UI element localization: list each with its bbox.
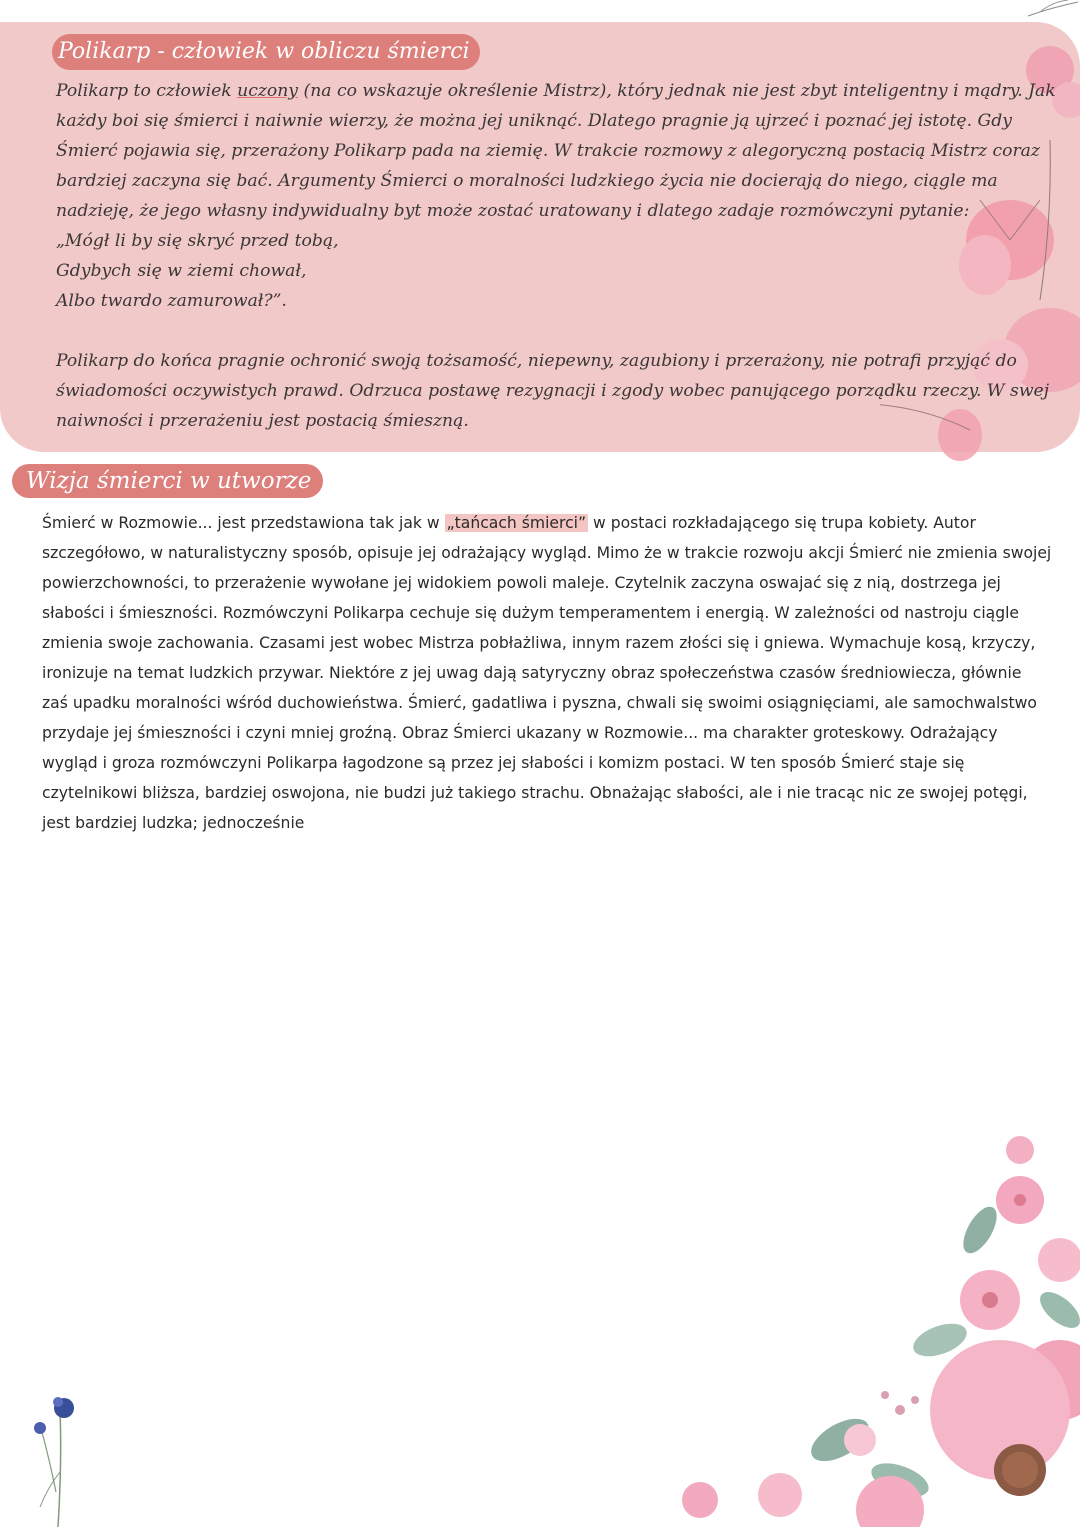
- quote-line: „Mógł li by się skryć przed tobą,: [56, 231, 339, 251]
- quote-line: Albo twardo zamurował?”.: [56, 291, 287, 311]
- section-text-wizja: [42, 508, 1052, 838]
- section-heading-wizja: Wizja śmierci w utworze: [12, 464, 323, 498]
- flower-bouquet-icon: [660, 1110, 1080, 1527]
- paragraph-polikarp: [56, 76, 1056, 226]
- paragraph-text: (na co wskazuje określenie Mistrz), który jednak nie jest zbyt inteligentny i mądry. Jak każdy boi się śmierci i naiwnie wierzy, że można jej uniknąć. Dlatego pragnie ją ujrzeć i poznać jej istotę. Gdy Śmierć pojawia się, przerażony Polikarp pada na ziemię. W trakcie rozmowy z alegoryczną postacią Mistrz coraz bardziej zaczyna się bać. Argumenty Śmierci o moralności ludzkiego życia nie docierają do niego, ciągle ma nadzieję, że jego własny indywidualny byt może zostać uratowany i dlatego zadaje rozmówczyni pytanie:: [56, 81, 1056, 221]
- underlined-word: uczony: [237, 81, 299, 101]
- highlighted-phrase: „tańcach śmierci”: [446, 514, 587, 532]
- paragraph-text: w postaci rozkładającego się trupa kobiety. Autor szczegółowo, w naturalistyczny sposób, opisuje jej odrażający wygląd. Mimo że w trakcie rozwoju akcji Śmierć nie zmienia swojej powierzchowności, to przerażenie wywołane jej widokiem powoli maleje. Czytelnik zaczyna oswajać się z nią, dostrzega jej słabości i śmieszności. Rozmówczyni Polikarpa cechuje się dużym temperamentem i energią. W zależności od nastroju ciągle zmienia swoje zachowania. Czasami jest wobec Mistrza pobłażliwa, innym razem złości się i gniewa. Wymachuje kosą, krzyczy, ironizuje na temat ludzkich przywar. Niektóre z jej uwag dają satyryczny obraz społeczeństwa czasów średniowiecza, głównie zaś upadku moralności wśród duchowieństwa. Śmierć, gadatliwa i pyszna, chwali się swoimi osiągnięciami, ale samochwalstwo przydaje jej śmieszności i czyni mniej groźną. Obraz Śmierci ukazany w Rozmowie... ma charakter groteskowy. Odrażający wygląd i groza rozmówczyni Polikarpa łagodzone są przez jej słabości i komizm postaci. W ten sposób Śmierć staje się czytelnikowi bliższa, bardziej oswojona, nie budzi już takiego strachu. Obnażając słabości, ale i nie tracąc nic ze swojej potęgi, jest bardziej ludzka; jednocześnie: [42, 514, 1052, 832]
- sketch-flower-top-icon: [1020, 0, 1080, 22]
- paragraph-conclusion: Polikarp do końca pragnie ochronić swoją tożsamość, niepewny, zagubiony i przerażony, nie potrafi przyjąć do świadomości oczywistych prawd. Odrzuca postawę rezygnacji i zgody wobec panującego porządku rzeczy. W swej naiwności i przerażeniu jest postacią śmieszną.: [56, 351, 1050, 431]
- section-text-polikarp: [56, 76, 1056, 436]
- cornflower-icon: [28, 1392, 88, 1527]
- paragraph-text: Polikarp to człowiek: [56, 81, 238, 101]
- section-heading-polikarp: Polikarp - człowiek w obliczu śmierci: [52, 34, 480, 70]
- quote-line: Gdybych się w ziemi chował,: [56, 261, 307, 281]
- paragraph-text: Śmierć w Rozmowie... jest przedstawiona tak jak w: [42, 514, 445, 532]
